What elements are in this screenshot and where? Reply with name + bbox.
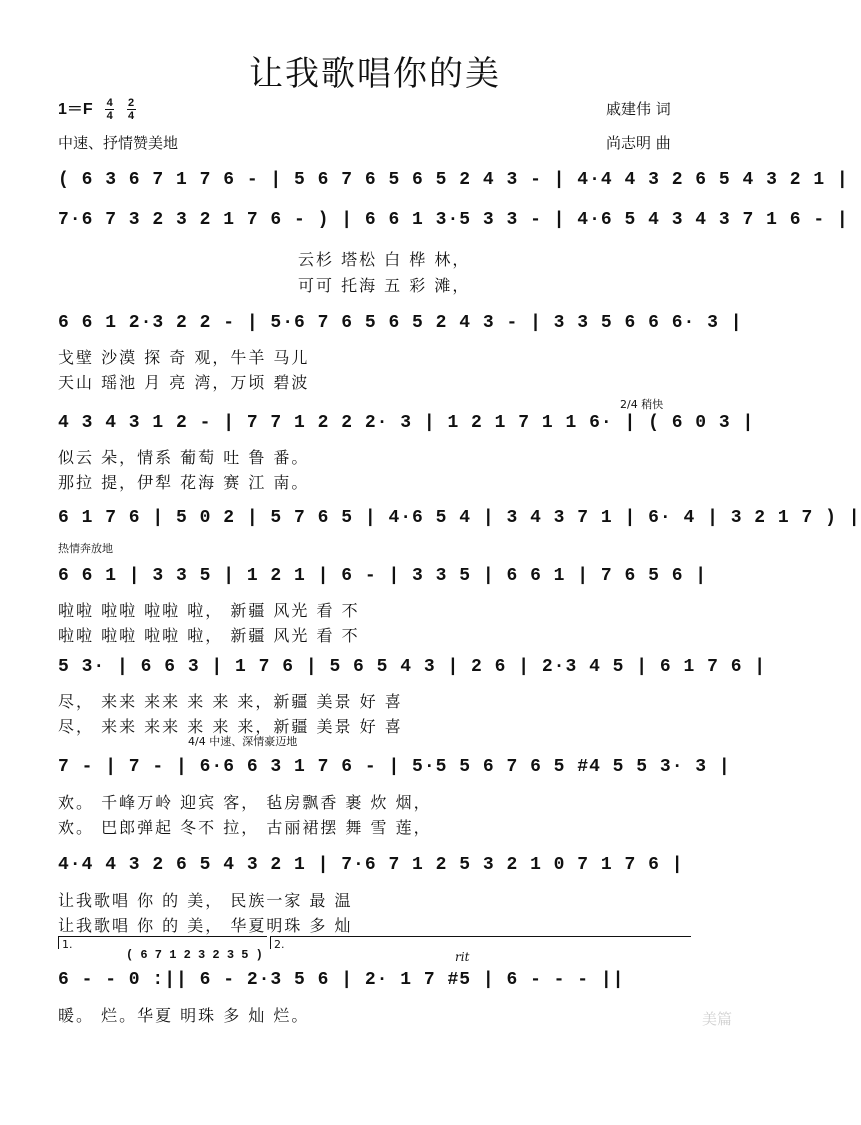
time-signature-1: $\frac{4}{4}$ [106, 97, 113, 123]
score-row-5: 6 1 7 6 | 5 0 2 | 5 7 6 5 | 4·6 5 4 | 3 4 3 7 1 | 6· 4 | 3 2 1 7 ) | [58, 508, 861, 528]
watermark-logo: 美篇 [701, 1010, 732, 1028]
lyric-row-2-verse-1: 云杉 塔松 白 桦 林， [298, 250, 471, 269]
lyric-row-3-verse-1: 戈壁 沙漠 探 奇 观，牛羊 马儿 [58, 348, 310, 367]
score-row-8: 7 - | 7 - | 6·6 6 3 1 7 6 - | 5·5 5 6 7 6 5 #4 5 5 3· 3 | [58, 757, 731, 777]
score-row-4: 4 3 4 3 1 2 - | 7 7 1 2 2 2· 3 | 1 2 1 7 1 1 6· | ( 6 0 3 | [58, 413, 755, 433]
lyric-row-7-verse-2: 尽， 来来 来来 来 来 来，新疆 美景 好 喜 [58, 717, 403, 736]
ritardando-marking: rit [455, 950, 470, 964]
lyric-row-9-verse-1: 让我歌唱 你 的 美， 民族一家 最 温 [58, 891, 353, 910]
volta-label-2: 2. [274, 938, 285, 951]
score-row-1: ( 6 3 6 7 1 7 6 - | 5 6 7 6 5 6 5 2 4 3 - | 4·4 4 3 2 6 5 4 3 2 1 | [58, 170, 849, 190]
key-signature [58, 96, 136, 121]
lyric-row-8-verse-2: 欢。 巴郎弹起 冬不 拉， 古丽裙摆 舞 雪 莲， [58, 818, 432, 837]
score-row-10: 6 - - 0 :|| 6 - 2·3 5 6 | 2· 1 7 #5 | 6 - - - || [58, 970, 625, 990]
lyric-row-9-verse-2: 让我歌唱 你 的 美， 华夏明珠 多 灿 [58, 916, 353, 935]
volta-bracket-2 [270, 936, 691, 949]
score-row-6: 6 6 1 | 3 3 5 | 1 2 1 | 6 - | 3 3 5 | 6 6 1 | 7 6 5 6 | [58, 566, 708, 586]
lyric-row-4-verse-2: 那拉 提，伊犁 花海 赛 江 南。 [58, 473, 310, 492]
composer-credit: 尚志明 曲 [606, 134, 671, 152]
key-label: 1＝F [58, 101, 93, 118]
lyric-row-3-verse-2: 天山 瑶池 月 亮 湾，万顷 碧波 [58, 373, 310, 392]
volta-fill-notes: ( 6 7 1 2 3 2 3 5 ) [126, 948, 263, 962]
time-signature-2: $\frac{2}{4}$ [128, 97, 135, 123]
score-row-9: 4·4 4 3 2 6 5 4 3 2 1 | 7·6 7 1 2 5 3 2 1 0 7 1 7 6 | [58, 855, 684, 875]
tempo-marking: 中速、抒情赞美地 [58, 134, 179, 152]
score-row-7: 5 3· | 6 6 3 | 1 7 6 | 5 6 5 4 3 | 2 6 | 2·3 4 5 | 6 1 7 6 | [58, 657, 767, 677]
lyric-row-2-verse-2: 可可 托海 五 彩 滩， [298, 276, 471, 295]
song-title: 让我歌唱你的美 [249, 54, 501, 94]
tempo-change-marking-2: 4/4 中速、深情豪迈地 [188, 735, 298, 748]
lyric-row-6-verse-1: 啦啦 啦啦 啦啦 啦， 新疆 风光 看 不 [58, 601, 360, 620]
lyricist-credit: 戚建伟 词 [606, 100, 671, 118]
score-row-3: 6 6 1 2·3 2 2 - | 5·6 7 6 5 6 5 2 4 3 - | 3 3 5 6 6 6· 3 | [58, 313, 743, 333]
lyric-row-8-verse-1: 欢。 千峰万岭 迎宾 客， 毡房飘香 裹 炊 烟， [58, 793, 432, 812]
volta-label-1: 1. [62, 938, 73, 951]
lyric-row-10-verse-1: 暖。 烂。华夏 明珠 多 灿 烂。 [58, 1006, 310, 1025]
score-row-2: 7·6 7 3 2 3 2 1 7 6 - ) | 6 6 1 3·5 3 3 - | 4·6 5 4 3 4 3 7 1 6 - | [58, 210, 849, 230]
lyric-row-7-verse-1: 尽， 来来 来来 来 来 来，新疆 美景 好 喜 [58, 692, 403, 711]
expression-marking: 热情奔放地 [58, 542, 113, 555]
lyric-row-4-verse-1: 似云 朵，情系 葡萄 吐 鲁 番。 [58, 448, 310, 467]
lyric-row-6-verse-2: 啦啦 啦啦 啦啦 啦， 新疆 风光 看 不 [58, 626, 360, 645]
tempo-change-marking: 2/4 稍快 [620, 398, 664, 411]
